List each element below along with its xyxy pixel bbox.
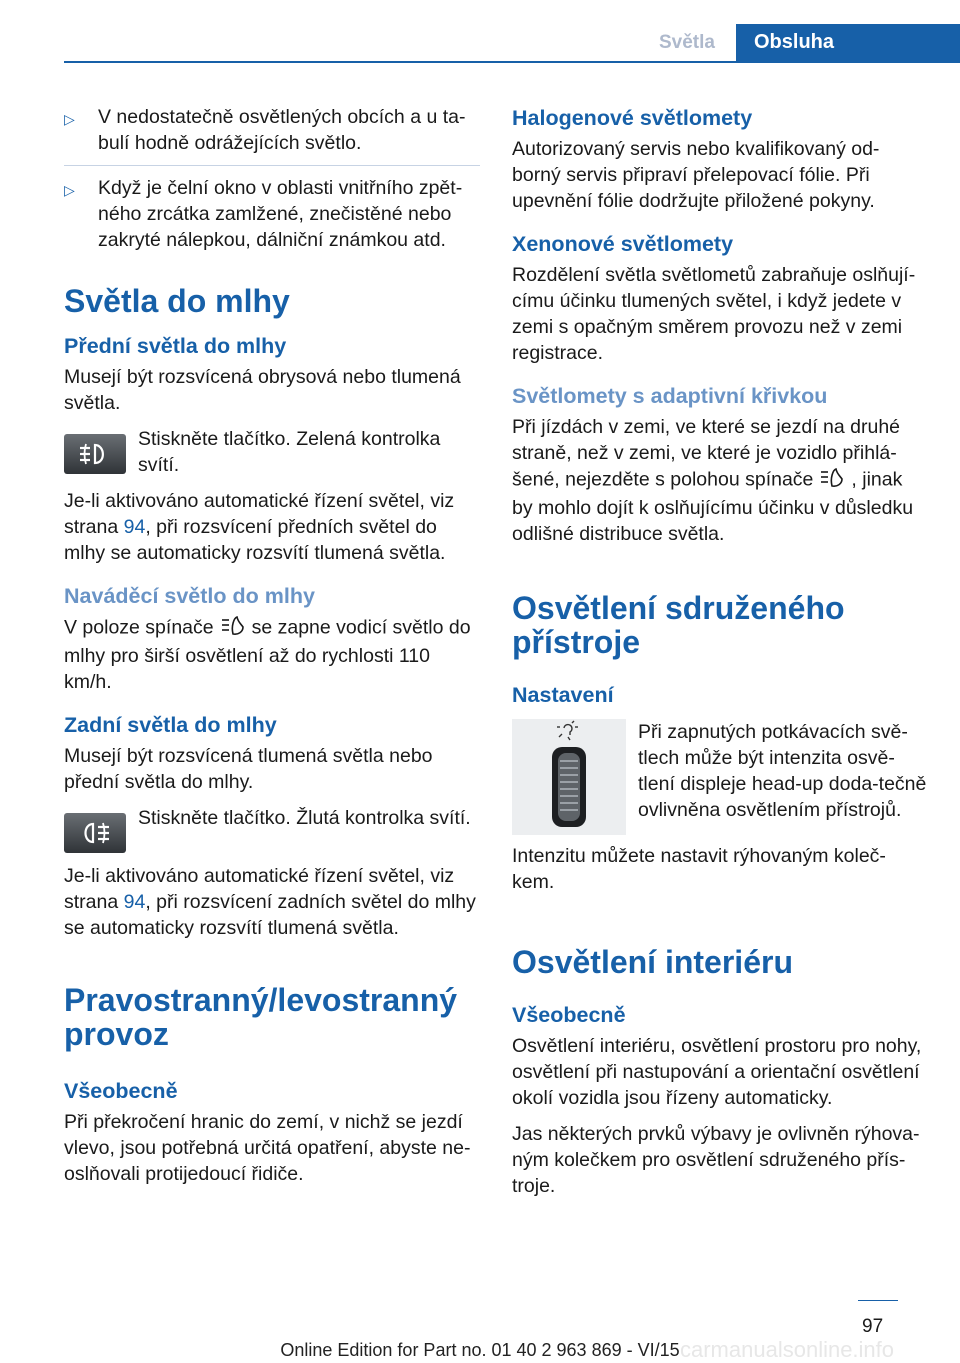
paragraph: Při překročení hranic do zemí, v nichž se jezdí vlevo, jsou potřebná určitá opatření, abyste ne-oslňovali protijedoucí řidiče. bbox=[64, 1111, 471, 1185]
heading-xenon: Xenonové světlomety bbox=[512, 232, 734, 256]
heading-halogen: Halogenové světlomety bbox=[512, 106, 753, 130]
heading-rear-fog: Zadní světla do mlhy bbox=[64, 713, 277, 737]
heading-interior: Osvětlení interiéru bbox=[512, 944, 793, 980]
footer-rule bbox=[858, 1300, 898, 1301]
paragraph: Je-li aktivováno automatické řízení světel, viz strana 94, při rozsvícení zadních světel do mlhy se automaticky rozsvítí tlumená světla. bbox=[64, 865, 476, 939]
watermark: carmanualsonline.info bbox=[680, 1337, 895, 1362]
edition-footer: Online Edition for Part no. 01 40 2 963 869 - VI/15 bbox=[280, 1340, 680, 1360]
front-fog-button-row bbox=[64, 426, 480, 478]
paragraph: Jas některých prvků výbavy je ovlivněn rýhova-ným kolečkem pro osvětlení sdruženého přís-troje. bbox=[512, 1123, 920, 1197]
paragraph: Autorizovaný servis nebo kvalifikovaný od-borný servis připraví přelepovací fólie. Při upevnění fólie dodržujte přiložené pokyny. bbox=[512, 138, 880, 212]
right-column bbox=[512, 104, 928, 1209]
paragraph: Osvětlení interiéru, osvětlení prostoru pro nohy, osvětlení při nastupování a orientační osvětlení okolí vozidla jsou řízeny automaticky. bbox=[512, 1035, 922, 1109]
bullet-list bbox=[64, 104, 480, 262]
list-item: ▷ Když je čelní okno v oblasti vnitřního zpět-ného zrcátka zamlžené, znečistěné nebo zakryté nálepkou, dálniční známkou atd. bbox=[64, 177, 463, 251]
paragraph: Musejí být rozsvícená tlumená světla nebo přední světla do mlhy. bbox=[64, 745, 433, 793]
heading-traffic: Pravostranný/levostranný provoz bbox=[64, 982, 458, 1052]
bullet-triangle-icon: ▷ bbox=[64, 182, 75, 198]
front-fog-light-icon bbox=[64, 434, 126, 474]
heading-adaptive: Světlomety s adaptivní křivkou bbox=[512, 384, 828, 408]
paragraph: Rozdělení světla světlometů zabraňuje oslňují-címu účinku tlumených světel, i když jedete v zemi s opačným směrem provozu než v zemi registrace. bbox=[512, 264, 916, 364]
heading-general: Všeobecně bbox=[64, 1079, 178, 1103]
paragraph: Intenzitu můžete nastavit rýhovaným koleč-kem. bbox=[512, 845, 886, 893]
section-tab-lights: Světla bbox=[659, 31, 715, 53]
heading-front-fog: Přední světla do mlhy bbox=[64, 334, 287, 358]
rear-fog-button-row bbox=[64, 805, 480, 853]
heading-fog-guide: Naváděcí světlo do mlhy bbox=[64, 584, 315, 608]
paragraph: Stiskněte tlačítko. Žlutá kontrolka svítí. bbox=[138, 807, 471, 829]
page-number: 97 bbox=[862, 1316, 884, 1337]
heading-general: Všeobecně bbox=[512, 1003, 626, 1027]
heading-setting: Nastavení bbox=[512, 683, 614, 707]
header-tabs bbox=[638, 24, 960, 61]
paragraph: Stiskněte tlačítko. Zelená kontrolka svítí. bbox=[138, 428, 441, 476]
paragraph: Musejí být rozsvícená obrysová nebo tlumená světla. bbox=[64, 366, 461, 414]
section-tab-operation: Obsluha bbox=[736, 24, 960, 61]
bullet-triangle-icon: ▷ bbox=[64, 111, 75, 127]
paragraph: Při zapnutých potkávacích svě-tlech může být intenzita osvě-tlení displeje head-up doda-tečně ovlivněna osvětlením přístrojů. bbox=[638, 721, 927, 821]
list-item: ▷ V nedostatečně osvětlených obcích a u ta-bulí hodně odrážejících světlo. bbox=[64, 104, 480, 166]
heading-fog-lights: Světla do mlhy bbox=[64, 283, 290, 319]
paragraph: Je-li aktivováno automatické řízení světel, viz strana 94, při rozsvícení předních světel do mlhy se automaticky rozsvítí tlumená světla. bbox=[64, 490, 455, 564]
wheel-figure-row bbox=[512, 719, 928, 835]
paragraph: V poloze spínače se zapne vodicí světlo do mlhy pro širší osvětlení až do rychlosti 110 km/h. bbox=[64, 614, 480, 695]
paragraph: Při jízdách v zemi, ve které se jezdí na druhé straně, než v zemi, ve které je vozidlo přihlá-šené, nejezděte s polohou spínače , jinak by mohlo dojít k oslňujícímu účinku v důsledku odlišné distribuce světla. bbox=[512, 416, 914, 545]
heading-cluster: Osvětlení sdruženého přístroje bbox=[512, 590, 845, 660]
brightness-wheel-icon bbox=[512, 719, 626, 835]
page-link-94[interactable]: 94 bbox=[123, 516, 146, 538]
header-rule bbox=[64, 61, 960, 63]
fog-guide-switch-icon bbox=[819, 466, 845, 495]
rear-fog-light-icon bbox=[64, 813, 126, 853]
fog-guide-switch-icon bbox=[220, 614, 246, 643]
page-link-94[interactable]: 94 bbox=[123, 891, 146, 913]
left-column bbox=[64, 104, 480, 1197]
